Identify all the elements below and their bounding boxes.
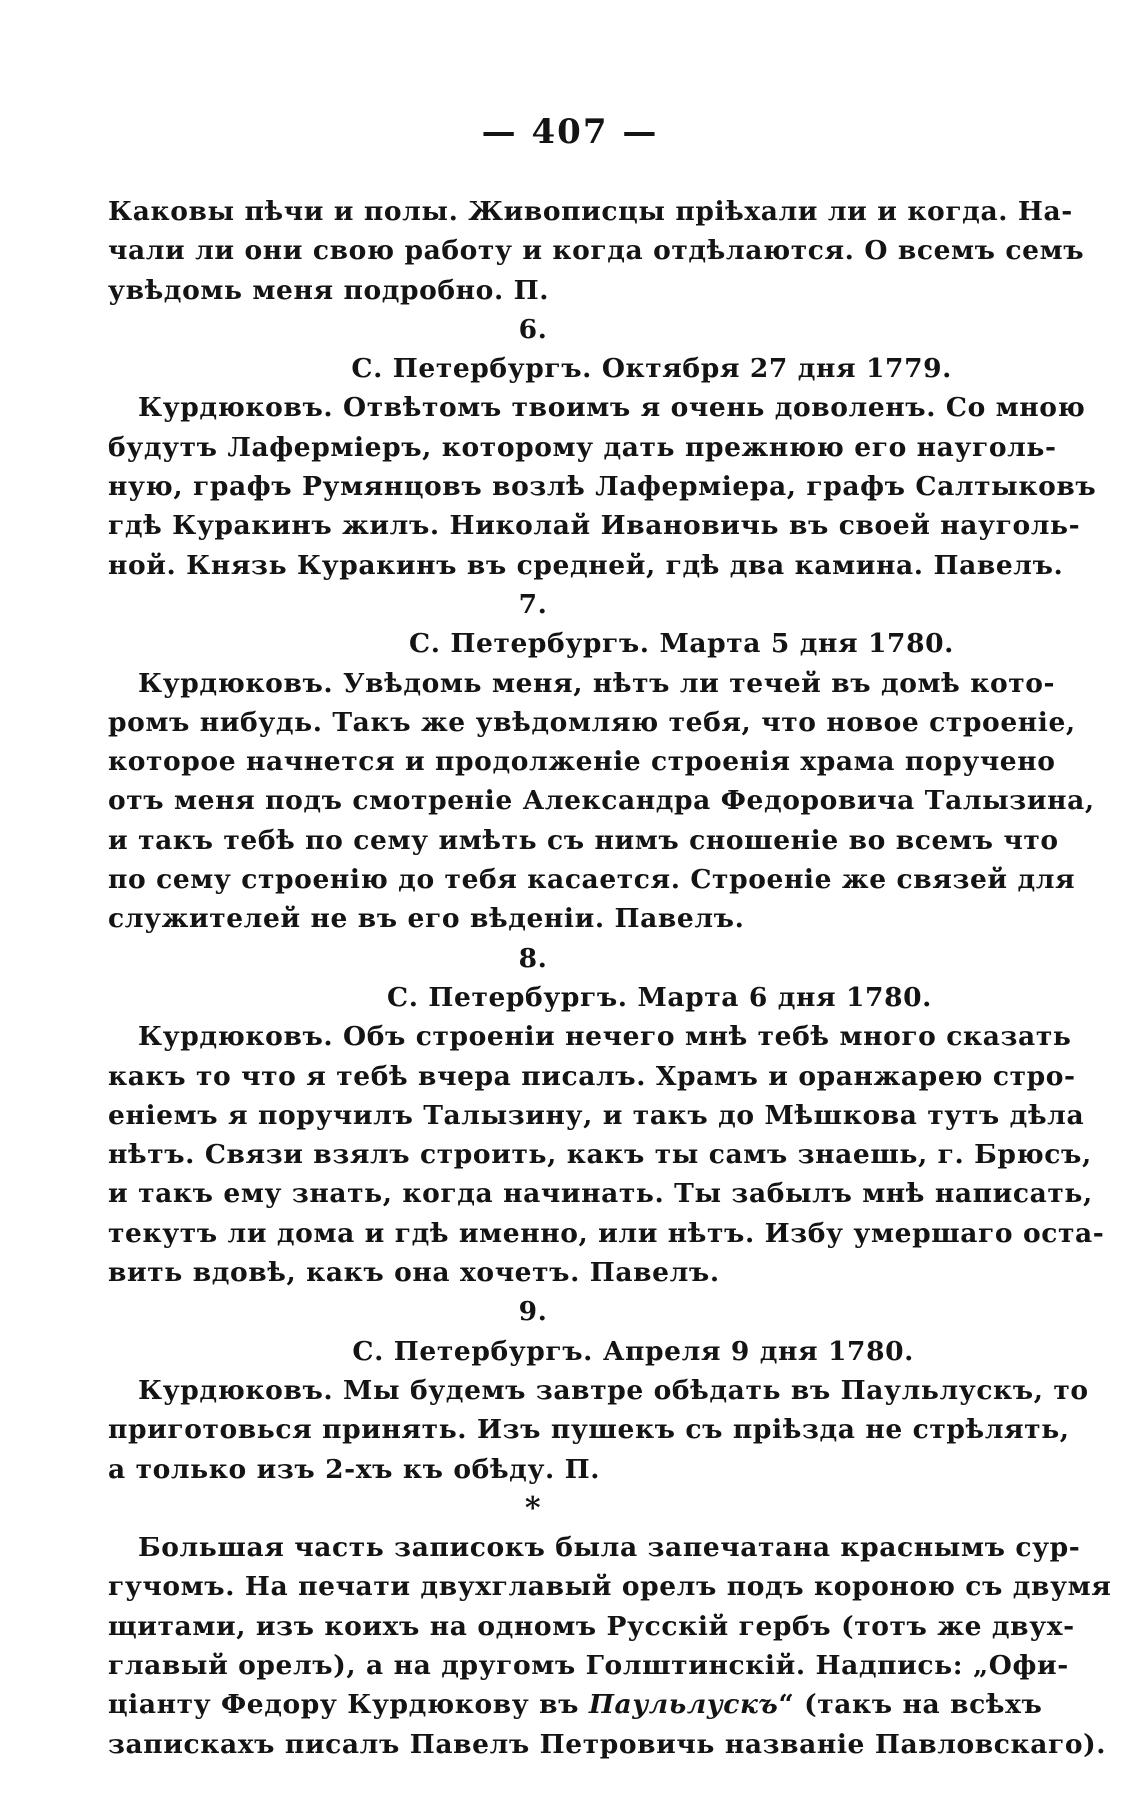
text-line: которое начнется и продолженіе строенія храма поручено	[108, 746, 1056, 778]
letter-number: 9.	[518, 1296, 548, 1328]
text-line: приготовься принять. Изъ пушекъ съ пріѣзда не стрѣлять,	[108, 1414, 1070, 1446]
note-line: Большая часть записокъ была запечатана краснымъ сур-	[138, 1532, 1081, 1564]
page-number: — 407 —	[481, 112, 659, 152]
text-line: увѣдомь меня подробно. П.	[108, 274, 550, 306]
note-line: запискахъ писалъ Павелъ Петровичь названіе Павловскаго).	[108, 1728, 1107, 1760]
note-line: главый орелъ), а на другомъ Голштинскій. Надпись: „Офи-	[108, 1649, 1069, 1681]
text-line: гдѣ Куракинъ жилъ. Николай Ивановичь въ своей науголь-	[108, 510, 1081, 542]
text-line: служителей не въ его вѣденіи. Павелъ.	[108, 903, 745, 935]
text-block	[108, 192, 1112, 1764]
note-line: гучомъ. На печати двухглавый орелъ подъ короною съ двумя	[108, 1571, 1112, 1603]
letter-number: 8.	[518, 942, 548, 974]
text-line: отъ меня подъ смотреніе Александра Федоровича Талызина,	[108, 785, 1095, 817]
text-line: чали ли они свою работу и когда отдѣлаются. О всемъ семъ	[108, 235, 1085, 267]
note-line: щитами, изъ коихъ на одномъ Русскій гербъ (тотъ же двух-	[108, 1610, 1075, 1642]
text-line: Каковы пѣчи и полы. Живописцы пріѣхали ли и когда. На-	[108, 196, 1073, 227]
text-line: по сему строенію до тебя касается. Строеніе же связей для	[108, 864, 1076, 896]
letter-dateline: С. Петербургъ. Апреля 9 дня 1780.	[352, 1335, 914, 1367]
text-line: будутъ Лаферміеръ, которому дать прежнюю его науголь-	[108, 431, 1057, 463]
letter-number: 7.	[518, 588, 548, 620]
section-separator-star: *	[524, 1490, 542, 1526]
text-line: и такъ ему знать, когда начинать. Ты забылъ мнѣ написать,	[108, 1178, 1093, 1210]
letter-dateline: С. Петербургъ. Марта 6 дня 1780.	[387, 981, 932, 1013]
note-line	[108, 1685, 1043, 1724]
text-line: какъ то что я тебѣ вчера писалъ. Храмъ и оранжарею стро-	[108, 1060, 1076, 1092]
text-line: ромъ нибудь. Такъ же увѣдомляю тебя, что новое строеніе,	[108, 706, 1076, 738]
text-line: еніемъ я поручилъ Талызину, и такъ до Мѣшкова тутъ дѣла	[108, 1099, 1085, 1131]
text-line: ной. Князь Куракинъ въ средней, гдѣ два камина. Павелъ.	[108, 549, 1064, 581]
text-line: Курдюковъ. Мы будемъ завтре обѣдать въ Паульлускъ, то	[138, 1374, 1089, 1406]
text-line: а только изъ 2-хъ къ обѣду. П.	[108, 1453, 601, 1485]
text-line: нѣтъ. Связи взялъ строить, какъ ты самъ знаешь, г. Брюсъ,	[108, 1139, 1092, 1171]
text-line: вить вдовѣ, какъ она хочетъ. Павелъ.	[108, 1257, 720, 1289]
text-line: Курдюковъ. Увѣдомь меня, нѣтъ ли течей въ домѣ кото-	[138, 667, 1056, 699]
letter-dateline: С. Петербургъ. Марта 5 дня 1780.	[409, 628, 954, 660]
note-text: ціанту Федору Курдюкову въ	[108, 1689, 589, 1721]
letter-number: 6.	[518, 313, 548, 345]
text-line: и такъ тебѣ по сему имѣть съ нимъ сношеніе во всемъ что	[108, 824, 1059, 856]
note-italic-placename: Паульлускъ	[588, 1689, 779, 1721]
text-line: Курдюковъ. Объ строеніи нечего мнѣ тебѣ много сказать	[138, 1021, 1072, 1053]
text-line: ную, графъ Румянцовъ возлѣ Лаферміера, графъ Салтыковъ	[108, 471, 1097, 503]
letter-dateline: С. Петербургъ. Октября 27 дня 1779.	[351, 353, 952, 385]
text-line: текутъ ли дома и гдѣ именно, или нѣтъ. Избу умершаго оста-	[108, 1217, 1105, 1249]
text-line: Курдюковъ. Отвѣтомъ твоимъ я очень доволенъ. Со мною	[138, 392, 1086, 424]
note-text: “ (такъ на всѣхъ	[778, 1689, 1043, 1721]
